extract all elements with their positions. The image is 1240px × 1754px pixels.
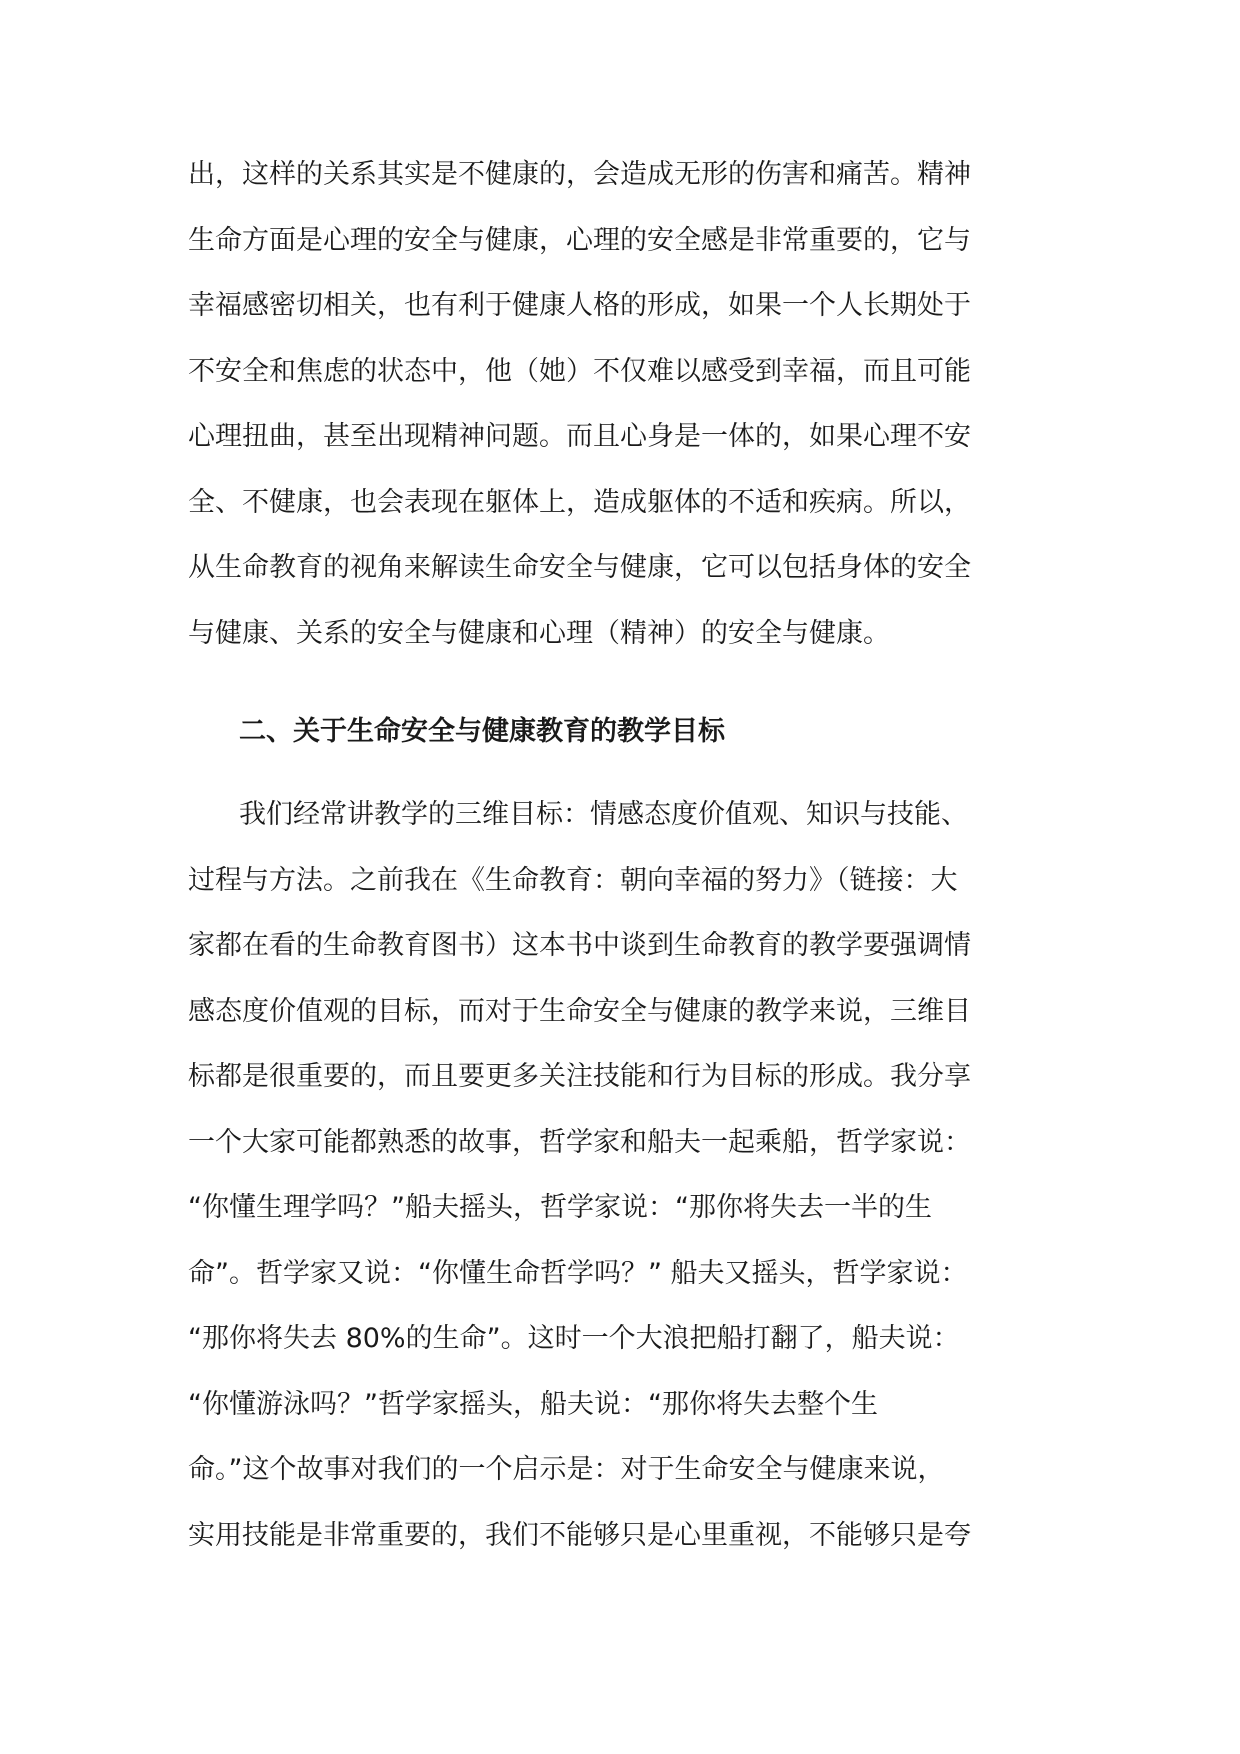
paragraph-line: 我们经常讲教学的三维目标：情感态度价值观、知识与技能、 [239, 799, 968, 830]
paragraph-line: 命。”这个故事对我们的一个启示是：对于生命安全与健康来说， [188, 1454, 945, 1485]
paragraph-line: 与健康、关系的安全与健康和心理（精神）的安全与健康。 [188, 617, 890, 649]
paragraph-line: 过程与方法。之前我在《生命教育：朝向幸福的努力》（链接：大 [188, 864, 958, 896]
paragraph-line: “你懂游泳吗？”哲学家摇头，船夫说：“那你将失去整个生 [188, 1388, 878, 1420]
paragraph-line: 幸福感密切相关，也有利于健康人格的形成，如果一个人长期处于 [188, 290, 971, 321]
paragraph-line: 从生命教育的视角来解读生命安全与健康，它可以包括身体的安全 [188, 552, 971, 583]
section-heading: 二、关于生命安全与健康教育的教学目标 [239, 716, 725, 747]
paragraph-2 [188, 782, 1058, 1568]
paragraph-line: “你懂生理学吗？”船夫摇头，哲学家说：“那你将失去一半的生 [188, 1192, 932, 1223]
section-heading-block [188, 699, 1058, 765]
paragraph-1 [188, 142, 1058, 666]
paragraph-line: 实用技能是非常重要的，我们不能够只是心里重视，不能够只是夸 [188, 1519, 971, 1551]
paragraph-line: 感态度价值观的目标，而对于生命安全与健康的教学来说，三维目 [188, 995, 971, 1027]
paragraph-line: 标都是很重要的，而且要更多关注技能和行为目标的形成。我分享 [188, 1061, 971, 1092]
paragraph-line: 家都在看的生命教育图书）这本书中谈到生命教育的教学要强调情 [188, 930, 971, 961]
paragraph-line: 生命方面是心理的安全与健康，心理的安全感是非常重要的，它与 [188, 224, 971, 256]
paragraph-line: 出，这样的关系其实是不健康的，会造成无形的伤害和痛苦。精神 [188, 159, 971, 190]
paragraph-line: 心理扭曲，甚至出现精神问题。而且心身是一体的，如果心理不安 [188, 421, 971, 452]
paragraph-line: 全、不健康，也会表现在躯体上，造成躯体的不适和疾病。所以， [188, 486, 971, 518]
paragraph-line: 一个大家可能都熟悉的故事，哲学家和船夫一起乘船，哲学家说： [188, 1126, 971, 1158]
paragraph-line: “那你将失去 80%的生命”。这时一个大浪把船打翻了，船夫说： [188, 1323, 960, 1354]
paragraph-line: 不安全和焦虑的状态中，他（她）不仅难以感受到幸福，而且可能 [188, 355, 971, 387]
paragraph-line: 命”。哲学家又说：“你懂生命哲学吗？” 船夫又摇头，哲学家说： [188, 1257, 968, 1289]
